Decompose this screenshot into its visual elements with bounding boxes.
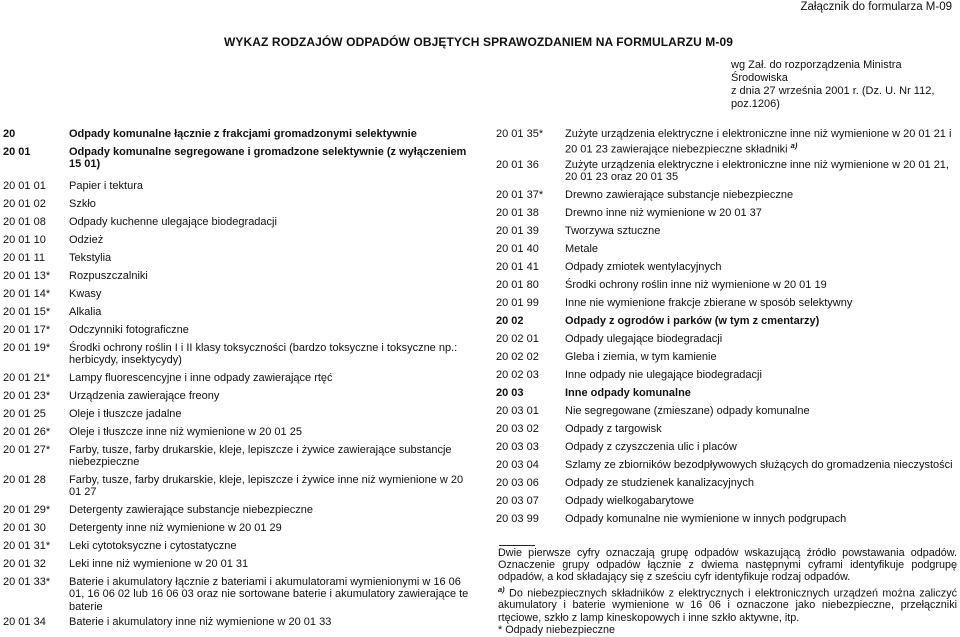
waste-name [565,477,956,490]
waste-row [496,225,956,238]
waste-code: 20 02 01 [496,333,539,345]
waste-code: 20 01 35* [496,128,544,140]
waste-name-text: Odpady komunalne łącznie z frakcjami gromadzonymi selektywnie [69,128,417,140]
waste-row [3,576,469,613]
waste-row [496,261,956,274]
waste-name [69,426,469,439]
waste-name [69,558,469,571]
waste-row [496,159,956,184]
footnote-codes: Dwie pierwsze cyfry oznaczają grupę odpadów wskazującą źródło powstawania odpadów. Oznaczenie grupy odpadów łącznie z dwiema następnymi cyframi identyfikuje podgrupę odpadów, a kod składający się z sześciu cyfr identyfikuje rodzaj odpadów. [498,547,957,584]
waste-name [565,159,956,184]
waste-name [565,459,956,472]
waste-row [3,324,469,337]
waste-row [496,441,956,454]
waste-code: 20 01 29* [3,504,51,516]
waste-name-text: Odpady z czyszczenia ulic i placów [565,441,737,453]
waste-code: 20 02 02 [496,351,539,363]
waste-name-text: Inne odpady nie ulegające biodegradacji [565,369,762,381]
waste-row [3,390,469,403]
waste-code: 20 01 30 [3,522,46,534]
legal-reference-line-2: z dnia 27 września 2001 r. (Dz. U. Nr 112, poz.1206) [731,85,935,110]
waste-name-text: Inne nie wymienione frakcje zbierane w sposób selektywny [565,297,853,309]
waste-name [565,225,956,238]
waste-row [496,189,956,202]
waste-row [496,315,956,328]
waste-name-text: Środki ochrony roślin I i II klasy toksyczności (bardzo toksyczne i toksyczne np.: herbicydy, insektycydy) [69,342,458,367]
waste-name-text: Oleje i tłuszcze inne niż wymienione w 20 01 25 [69,426,302,438]
waste-code: 20 03 99 [496,513,539,525]
waste-code: 20 01 17* [3,324,51,336]
waste-name [69,372,469,385]
waste-row [3,540,469,553]
waste-name-text: Nie segregowane (zmieszane) odpady komunalne [565,405,810,417]
waste-name [565,441,956,454]
waste-code: 20 01 28 [3,474,46,486]
waste-name-text: Odzież [69,234,104,246]
footnote-hazardous: * Odpady niebezpieczne [498,623,616,636]
waste-row [496,459,956,472]
waste-name [565,189,956,202]
waste-name [69,288,469,301]
waste-row [3,288,469,301]
waste-name [565,513,956,526]
waste-code: 20 01 40 [496,243,539,255]
waste-name-text: Odpady zmiotek wentylacyjnych [565,261,722,273]
waste-name-text: Odpady kuchenne ulegające biodegradacji [69,216,277,228]
waste-code: 20 01 27* [3,444,51,456]
waste-name-text: Zużyte urządzenia elektryczne i elektroniczne inne niż wymienione w 20 01 21 i 20 01 23 zawierające niebezpieczne składniki [565,128,952,157]
waste-name [69,324,469,337]
waste-name-text: Odczynniki fotograficzne [69,324,189,336]
waste-name-text: Zużyte urządzenia elektryczne i elektroniczne inne niż wymienione w 20 01 21, 20 01 23 oraz 20 01 35 [565,159,949,184]
waste-name [565,315,956,328]
waste-code: 20 01 41 [496,261,539,273]
waste-name-text: Odpady komunalne nie wymienione w innych podgrupach [565,513,847,525]
footnote-reference: a) [790,141,798,151]
waste-name [69,146,469,171]
waste-name [69,408,469,421]
waste-name [69,522,469,535]
waste-name [565,333,956,346]
waste-code: 20 01 33* [3,576,51,588]
waste-name [69,216,469,229]
waste-code: 20 [3,128,16,140]
waste-code: 20 01 08 [3,216,46,228]
waste-code: 20 01 11 [3,252,46,264]
footnotes [498,547,957,636]
waste-code: 20 03 [496,387,524,399]
waste-name [69,474,469,499]
waste-name-text: Odpady komunalne segregowane i gromadzone selektywnie (z wyłączeniem 15 01) [69,146,467,171]
waste-name-text: Odpady wielkogabarytowe [565,495,695,507]
waste-name-text: Szkło [69,198,96,210]
waste-code: 20 01 32 [3,558,46,570]
waste-name [565,405,956,418]
waste-name-text: Kwasy [69,288,102,300]
waste-name-text: Detergenty inne niż wymienione w 20 01 29 [69,522,282,534]
waste-row [3,426,469,439]
waste-code: 20 02 [496,315,524,327]
waste-row [496,423,956,436]
waste-code: 20 03 04 [496,459,539,471]
waste-name-text: Rozpuszczalniki [69,270,148,282]
waste-code: 20 01 15* [3,306,51,318]
waste-code: 20 01 34 [3,616,46,628]
waste-name-text: Farby, tusze, farby drukarskie, kleje, lepiszcze i żywice zawierające substancje niebezpieczne [69,444,452,469]
waste-code: 20 01 [3,146,31,158]
waste-row [3,408,469,421]
waste-name [69,540,469,553]
waste-row [3,146,469,171]
waste-code: 20 02 03 [496,369,539,381]
footnote-a-mark: a) [498,584,505,594]
waste-name [565,369,956,382]
waste-code: 20 01 10 [3,234,46,246]
waste-name-text: Tekstylia [69,252,112,264]
waste-row [496,513,956,526]
waste-name-text: Szlamy ze zbiorników bezodpływowych służących do gromadzenia nieczystości [565,459,953,471]
waste-row [3,270,469,283]
waste-code: 20 01 36 [496,159,539,171]
annex-label: Załącznik do formularza M-09 [800,1,952,13]
waste-row [3,216,469,229]
legal-reference-line-1: wg Zał. do rozporządzenia Ministra Środowiska [731,59,902,84]
waste-row [3,558,469,571]
waste-row [3,128,469,141]
waste-code: 20 03 06 [496,477,539,489]
waste-row [496,279,956,292]
waste-code: 20 01 25 [3,408,46,420]
legal-reference [731,59,960,111]
waste-row [3,180,469,193]
waste-name [565,351,956,364]
waste-name-text: Odpady z targowisk [565,423,662,435]
waste-code: 20 01 38 [496,207,539,219]
waste-name-text: Papier i tektura [69,180,143,192]
waste-code: 20 01 26* [3,426,51,438]
footnote-a [498,584,957,624]
waste-row [3,252,469,265]
waste-row [496,387,956,400]
waste-name-text: Gleba i ziemia, w tym kamienie [565,351,717,363]
waste-name [565,279,956,292]
waste-name-text: Detergenty zawierające substancje niebezpieczne [69,504,313,516]
waste-code: 20 01 13* [3,270,51,282]
waste-name-text: Lampy fluorescencyjne i inne odpady zawierające rtęć [69,372,333,384]
waste-name [565,243,956,256]
waste-code: 20 03 03 [496,441,539,453]
waste-name [69,342,469,367]
waste-name [69,576,469,613]
waste-name [565,387,956,400]
waste-name [69,616,469,629]
waste-name [565,261,956,274]
footnote-a-text: Do niebezpiecznych składników z elektrycznych i elektronicznych urządzeń można zaliczyć akumulatory i baterie wymienione w 16 06 i oznaczone jako niebezpieczne, przełączniki rtęciowe, szkło z lamp kineskopowych i inne szkło aktywne, itp. [498,587,957,624]
waste-name-text: Drewno inne niż wymienione w 20 01 37 [565,207,762,219]
waste-code: 20 01 14* [3,288,51,300]
waste-name-text: Urządzenia zawierające freony [69,390,220,402]
waste-name [565,207,956,220]
waste-name [69,128,469,141]
waste-name-text: Leki inne niż wymienione w 20 01 31 [69,558,249,570]
waste-name-text: Oleje i tłuszcze jadalne [69,408,182,420]
waste-row [496,351,956,364]
waste-row [3,444,469,469]
waste-row [496,495,956,508]
waste-code: 20 03 02 [496,423,539,435]
waste-row [3,616,469,629]
waste-name-text: Metale [565,243,599,255]
waste-name [69,306,469,319]
waste-name [69,234,469,247]
waste-name [69,270,469,283]
waste-name-text: Tworzywa sztuczne [565,225,661,237]
waste-row [3,234,469,247]
waste-row [3,342,469,367]
waste-row [3,198,469,211]
waste-code: 20 01 39 [496,225,539,237]
waste-code: 20 01 19* [3,342,51,354]
waste-name [69,252,469,265]
waste-row [496,243,956,256]
waste-code: 20 01 01 [3,180,46,192]
waste-name [69,444,469,469]
waste-code: 20 01 21* [3,372,51,384]
waste-name [565,128,956,156]
waste-name-text: Baterie i akumulatory łącznie z bateriami i akumulatorami wymienionymi w 16 06 01, 16 06 02 lub 16 06 03 oraz nie sortowane baterie i akumulatory zawierające te baterie [69,576,469,613]
waste-code: 20 03 01 [496,405,539,417]
waste-row [496,207,956,220]
waste-code: 20 01 37* [496,189,544,201]
waste-row [3,504,469,517]
waste-name [69,390,469,403]
waste-name-text: Leki cytotoksyczne i cytostatyczne [69,540,237,552]
waste-name-text: Odpady z ogrodów i parków (w tym z cmentarzy) [565,315,820,327]
waste-name-text: Odpady ze studzienek kanalizacyjnych [565,477,754,489]
waste-name-text: Inne odpady komunalne [565,387,691,399]
waste-name-text: Środki ochrony roślin inne niż wymienione w 20 01 19 [565,279,827,291]
waste-code: 20 01 80 [496,279,539,291]
document-title: WYKAZ RODZAJÓW ODPADÓW OBJĘTYCH SPRAWOZDANIEM NA FORMULARZU M-09 [224,35,734,49]
waste-code: 20 01 23* [3,390,51,402]
waste-row [3,372,469,385]
waste-name-text: Drewno zawierające substancje niebezpieczne [565,189,794,201]
waste-name [565,495,956,508]
waste-name [565,423,956,436]
waste-row [3,306,469,319]
footnote-separator [499,545,535,546]
waste-row [3,474,469,499]
waste-row [496,369,956,382]
waste-code: 20 01 31* [3,540,51,552]
waste-name-text: Farby, tusze, farby drukarskie, kleje, lepiszcze i żywice inne niż wymienione w 20 01 27 [69,474,464,499]
waste-row [496,297,956,310]
waste-code: 20 01 02 [3,198,46,210]
waste-name-text: Alkalia [69,306,102,318]
waste-row [496,128,956,156]
waste-name-text: Baterie i akumulatory inne niż wymienione w 20 01 33 [69,616,332,628]
waste-name [69,198,469,211]
waste-row [3,522,469,535]
waste-name [565,297,956,310]
waste-name-text: Odpady ulegające biodegradacji [565,333,723,345]
waste-name [69,180,469,193]
waste-code: 20 01 99 [496,297,539,309]
waste-name [69,504,469,517]
waste-row [496,477,956,490]
waste-code: 20 03 07 [496,495,539,507]
waste-row [496,333,956,346]
waste-row [496,405,956,418]
